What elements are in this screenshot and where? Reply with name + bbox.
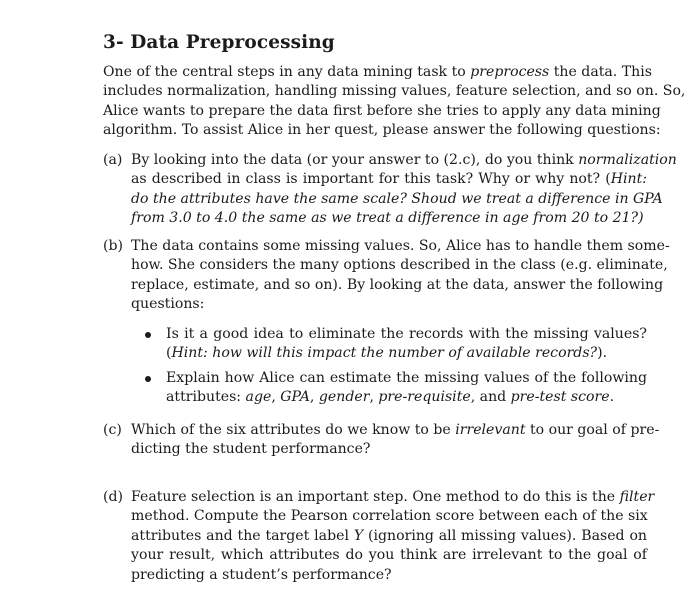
question-d-line-2: method. Compute the Pearson correlation score between each of the six xyxy=(131,508,648,525)
question-d-body xyxy=(131,488,655,585)
question-b-line-3: replace, estimate, and so on). By looking at the data, answer the following xyxy=(131,276,664,293)
question-text: attributes and the target label xyxy=(131,527,354,544)
question-text: By looking into the data (or your answer to (2.c), do you think xyxy=(131,152,579,168)
question-text: to our goal of pre- xyxy=(525,422,660,438)
question-label: (a) xyxy=(103,152,123,168)
question-b-body xyxy=(131,237,670,315)
question-a-line-2 xyxy=(131,170,647,189)
intro-line-2: includes normalization, handling missing values, feature selection, and so on. So, xyxy=(103,83,686,100)
question-b-line-2: how. She considers the many options described in the class (e.g. eliminate, xyxy=(131,257,668,274)
intro-text: the data. This xyxy=(549,64,652,80)
intro-line-3: Alice wants to prepare the data first before she tries to apply any data mining xyxy=(103,102,661,119)
separator: , xyxy=(309,389,319,406)
separator: , xyxy=(271,389,281,406)
question-emphasis: filter xyxy=(619,489,655,505)
separator: , and xyxy=(470,389,511,406)
question-c-line-1 xyxy=(131,421,660,440)
intro-text: One of the central steps in any data mining task to xyxy=(103,64,471,80)
attribute-pre-test-score: pre-test score xyxy=(510,389,610,406)
question-a-line-1 xyxy=(131,151,677,170)
question-text: (ignoring all missing values). Based on xyxy=(363,527,648,544)
question-text: as described in class is important for this task? Why or why not? ( xyxy=(131,171,611,188)
attribute-pre-requisite: pre-requisite xyxy=(378,389,471,406)
attribute-gpa: GPA xyxy=(280,389,310,406)
question-d-line-3 xyxy=(131,527,647,546)
question-label: (c) xyxy=(103,422,122,438)
bullet-text: . xyxy=(609,389,615,406)
question-d-line-5: predicting a student’s performance? xyxy=(131,566,392,583)
hint-label: Hint: xyxy=(610,171,647,188)
bullet-text: attributes: xyxy=(166,389,246,406)
question-b-line-1: The data contains some missing values. So, Alice has to handle them some- xyxy=(131,238,670,254)
bullet-icon xyxy=(145,376,151,382)
bullet-2-line-1: Explain how Alice can estimate the missing values of the following xyxy=(166,370,647,386)
bullet-1-line-2 xyxy=(166,344,647,363)
intro-emphasis: preprocess xyxy=(470,64,550,80)
attribute-gender: gender xyxy=(318,389,370,406)
question-emphasis: irrelevant xyxy=(455,422,526,438)
question-text: Feature selection is an important step. One method to do this is the xyxy=(131,489,620,505)
attribute-age: age xyxy=(245,389,272,406)
bullet-body xyxy=(166,325,647,364)
question-emphasis: normalization xyxy=(578,152,677,168)
question-text: Which of the six attributes do we know to be xyxy=(131,422,456,438)
bullet-text: ). xyxy=(597,345,608,362)
question-a-line-3: do the attributes have the same scale? Shoud we treat a difference in GPA xyxy=(131,190,663,207)
section-title: 3- Data Preprocessing xyxy=(103,32,335,53)
question-a-body xyxy=(131,151,677,229)
question-c-body xyxy=(131,421,660,460)
question-label: (d) xyxy=(103,489,124,505)
bullet-text: ( xyxy=(166,345,172,362)
target-label: Y xyxy=(353,527,364,544)
question-b-line-4: questions: xyxy=(131,296,205,313)
question-d-line-4: your result, which attributes do you think are irrelevant to the goal of xyxy=(131,547,647,564)
intro-line-1 xyxy=(103,63,652,82)
hint-text: Hint: how will this impact the number of available records? xyxy=(171,345,598,362)
bullet-body xyxy=(166,369,647,408)
separator: , xyxy=(369,389,379,406)
question-c-line-2: dicting the student performance? xyxy=(131,441,371,458)
intro-line-4: algorithm. To assist Alice in her quest, please answer the following questions: xyxy=(103,122,661,139)
question-a-line-4: from 3.0 to 4.0 the same as we treat a difference in age from 20 to 21?) xyxy=(131,210,644,227)
bullet-1-line-1: Is it a good idea to eliminate the records with the missing values? xyxy=(166,326,647,342)
question-label: (b) xyxy=(103,238,124,254)
bullet-icon xyxy=(145,332,151,338)
question-d-line-1 xyxy=(131,488,655,507)
intro-paragraph xyxy=(103,63,686,141)
bullet-2-line-2 xyxy=(166,388,647,407)
